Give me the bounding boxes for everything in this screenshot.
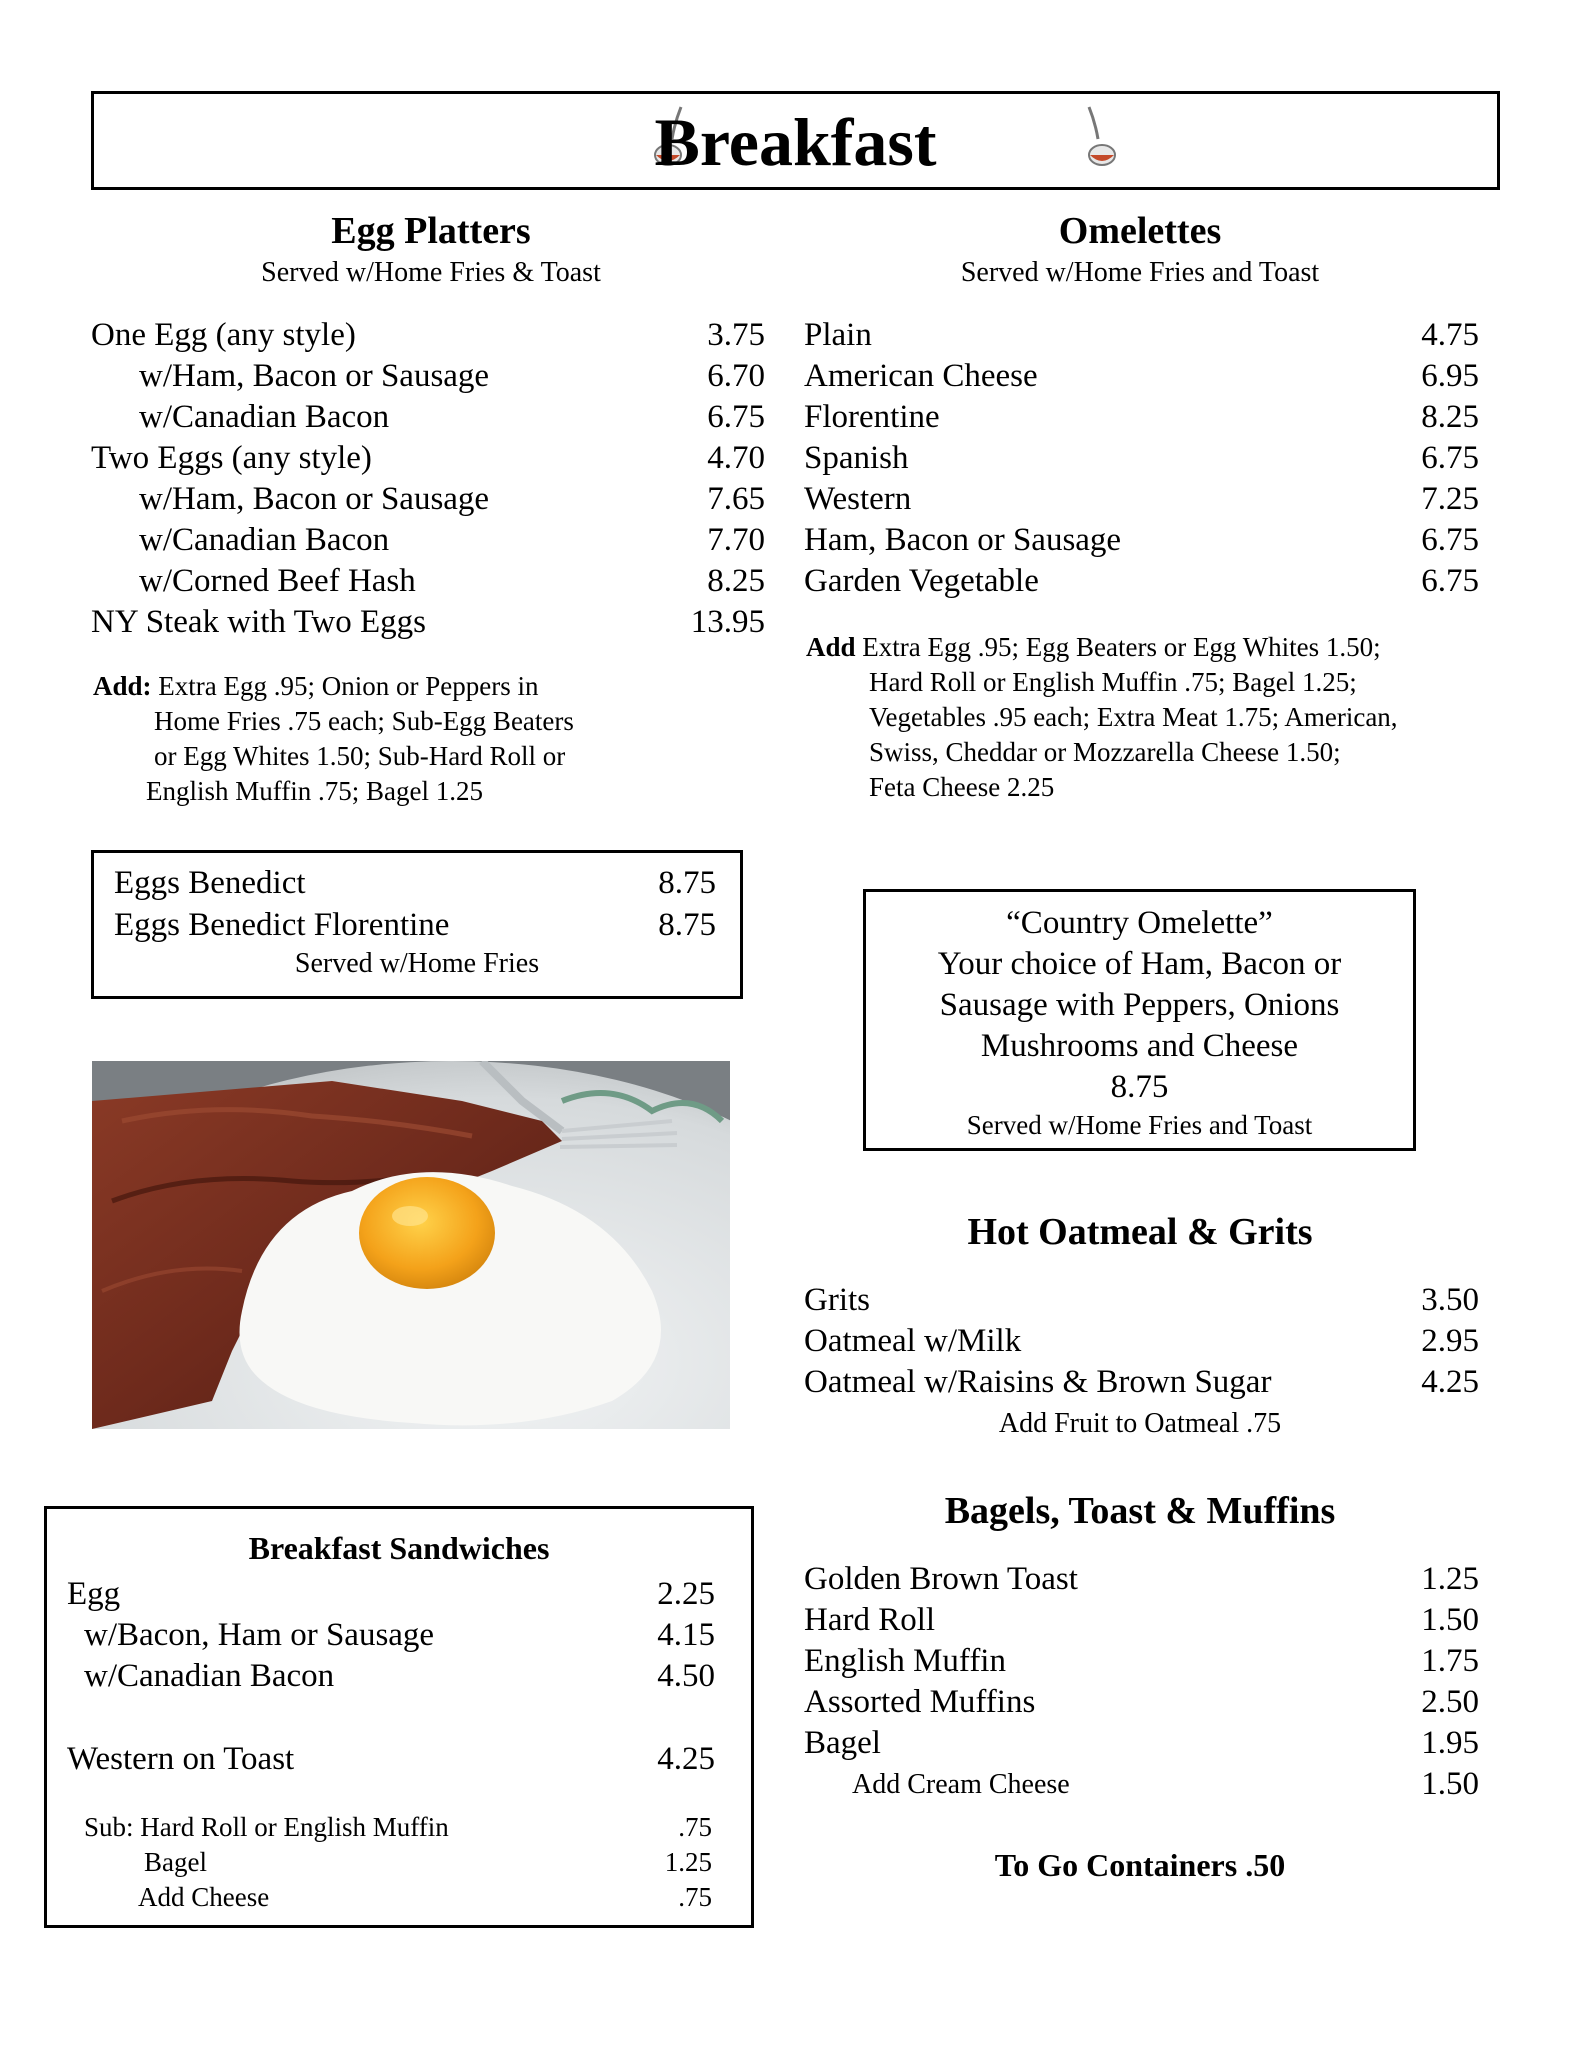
add-ons-note-line: Vegetables .95 each; Extra Meat 1.75; American, — [869, 702, 1398, 732]
country-omelette-title: “Country Omelette” — [1006, 905, 1273, 941]
country-omelette-price: 8.75 — [1110, 1069, 1169, 1105]
country-omelette-line: Sausage with Peppers, Onions — [939, 987, 1340, 1023]
header-banner — [91, 91, 1500, 190]
oatmeal-note: Add Fruit to Oatmeal .75 — [998, 1408, 1282, 1439]
add-ons-note-line: Swiss, Cheddar or Mozzarella Cheese 1.50; — [869, 737, 1341, 767]
add-ons-note-line: Home Fries .75 each; Sub-Egg Beaters — [154, 706, 574, 736]
bacon-and-egg-photo — [92, 1061, 730, 1429]
add-ons-note: Add: Extra Egg .95; Onion or Peppers in — [93, 671, 539, 701]
section-title-bagels: Bagels, Toast & Muffins — [944, 1490, 1336, 1532]
sandwiches-box: Breakfast Sandwiches Egg 2.25 w/Bacon, Ham or Sausage 4.15 w/Canadian Bacon 4.50 Western on Toast 4.25 Sub: Hard Roll or English Muffin .75 Bagel 1.25 Add Cheese .75 — [44, 1506, 754, 1928]
section-title-egg-platters: Egg Platters — [331, 210, 531, 252]
benedict-box: Eggs Benedict 8.75 Eggs Benedict Florentine 8.75 Served w/Home Fries — [91, 850, 743, 999]
section-title-omelettes: Omelettes — [1058, 210, 1222, 252]
add-ons-note: Add Extra Egg .95; Egg Beaters or Egg Whites 1.50; — [806, 632, 1381, 662]
section-title-sandwiches: Breakfast Sandwiches — [248, 1530, 550, 1566]
section-title-oatmeal: Hot Oatmeal & Grits — [967, 1211, 1313, 1253]
add-ons-note-line: Feta Cheese 2.25 — [869, 772, 1055, 802]
country-omelette-line: Your choice of Ham, Bacon or — [937, 946, 1342, 982]
country-omelette-note: Served w/Home Fries and Toast — [966, 1110, 1313, 1140]
to-go-note: To Go Containers .50 — [994, 1847, 1286, 1883]
add-ons-note-line: Hard Roll or English Muffin .75; Bagel 1.25; — [869, 667, 1357, 697]
country-omelette-line: Mushrooms and Cheese — [980, 1028, 1299, 1064]
page-title: Breakfast — [654, 104, 937, 180]
photo-illustration — [92, 1061, 730, 1429]
add-ons-note-line: English Muffin .75; Bagel 1.25 — [146, 776, 483, 806]
section-subtitle-omelettes: Served w/Home Fries and Toast — [960, 257, 1320, 288]
add-ons-note-line: or Egg Whites 1.50; Sub-Hard Roll or — [154, 741, 566, 771]
section-subtitle-egg-platters: Served w/Home Fries & Toast — [261, 257, 601, 288]
ladle-icon — [1080, 103, 1120, 173]
benedict-note: Served w/Home Fries — [294, 948, 540, 979]
country-omelette-box — [863, 889, 1416, 1151]
